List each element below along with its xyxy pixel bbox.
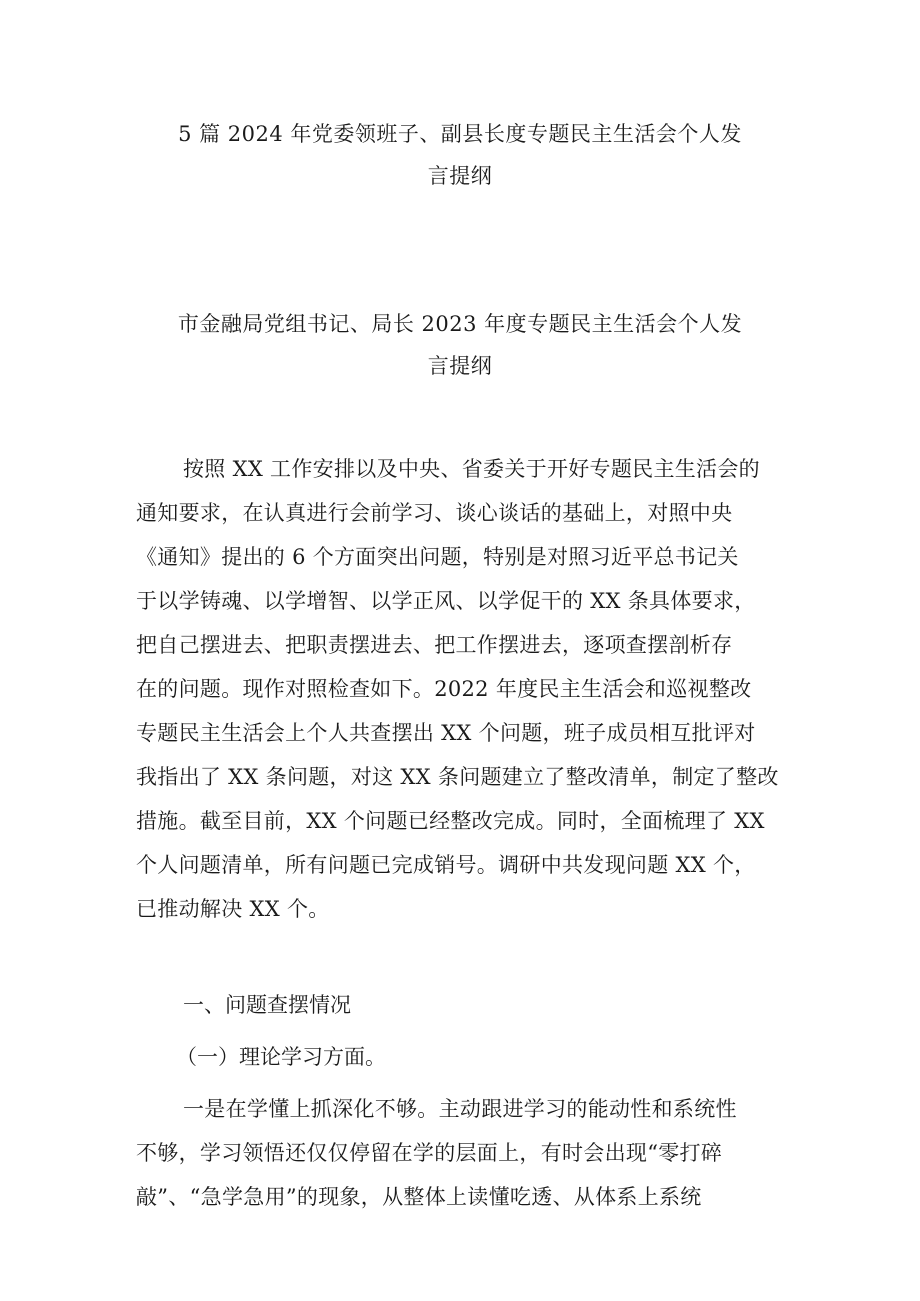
paragraph-line: 专题民主生活会上个人共查摆出 XX 个问题，班子成员相互批评对	[136, 721, 756, 745]
paragraph-line: 一是在学懂上抓深化不够。主动跟进学习的能动性和系统性	[183, 1097, 737, 1121]
sub-title-line-2: 言提纲	[427, 354, 493, 378]
section-heading: 一、问题查摆情况	[183, 993, 351, 1017]
paragraph-line: 已推动解决 XX 个。	[136, 897, 330, 921]
sub-title	[0, 303, 920, 387]
paragraph-line: 我指出了 XX 条问题，对这 XX 条问题建立了整改清单，制定了整改	[136, 765, 779, 789]
main-title	[0, 113, 920, 197]
section-paragraph	[136, 1087, 796, 1219]
subsection-heading: （一）理论学习方面。	[176, 1045, 386, 1069]
sub-title-line-1: 市金融局党组书记、局长 2023 年度专题民主生活会个人发	[177, 312, 743, 336]
paragraph-line: 敲”、“急学急用”的现象，从整体上读懂吃透、从体系上系统	[136, 1185, 702, 1209]
intro-paragraph	[136, 447, 796, 931]
paragraph-line: 措施。截至目前，XX 个问题已经整改完成。同时，全面梳理了 XX	[136, 809, 765, 833]
paragraph-line: 通知要求，在认真进行会前学习、谈心谈话的基础上，对照中央	[136, 501, 733, 525]
paragraph-line: 《通知》提出的 6 个方面突出问题，特别是对照习近平总书记关	[136, 545, 739, 569]
paragraph-line: 不够，学习领悟还仅仅停留在学的层面上，有时会出现“零打碎	[136, 1141, 723, 1165]
paragraph-line: 个人问题清单，所有问题已完成销号。调研中共发现问题 XX 个，	[136, 853, 756, 877]
main-title-line-2: 言提纲	[427, 164, 493, 188]
paragraph-line: 在的问题。现作对照检查如下。2022 年度民主生活会和巡视整改	[136, 677, 752, 701]
main-title-line-1: 5 篇 2024 年党委领班子、副县长度专题民主生活会个人发	[178, 122, 742, 146]
paragraph-line: 按照 XX 工作安排以及中央、省委关于开好专题民主生活会的	[183, 457, 760, 481]
paragraph-line: 于以学铸魂、以学增智、以学正风、以学促干的 XX 条具体要求，	[136, 589, 756, 613]
paragraph-line: 把自己摆进去、把职责摆进去、把工作摆进去，逐项查摆剖析存	[136, 633, 733, 657]
